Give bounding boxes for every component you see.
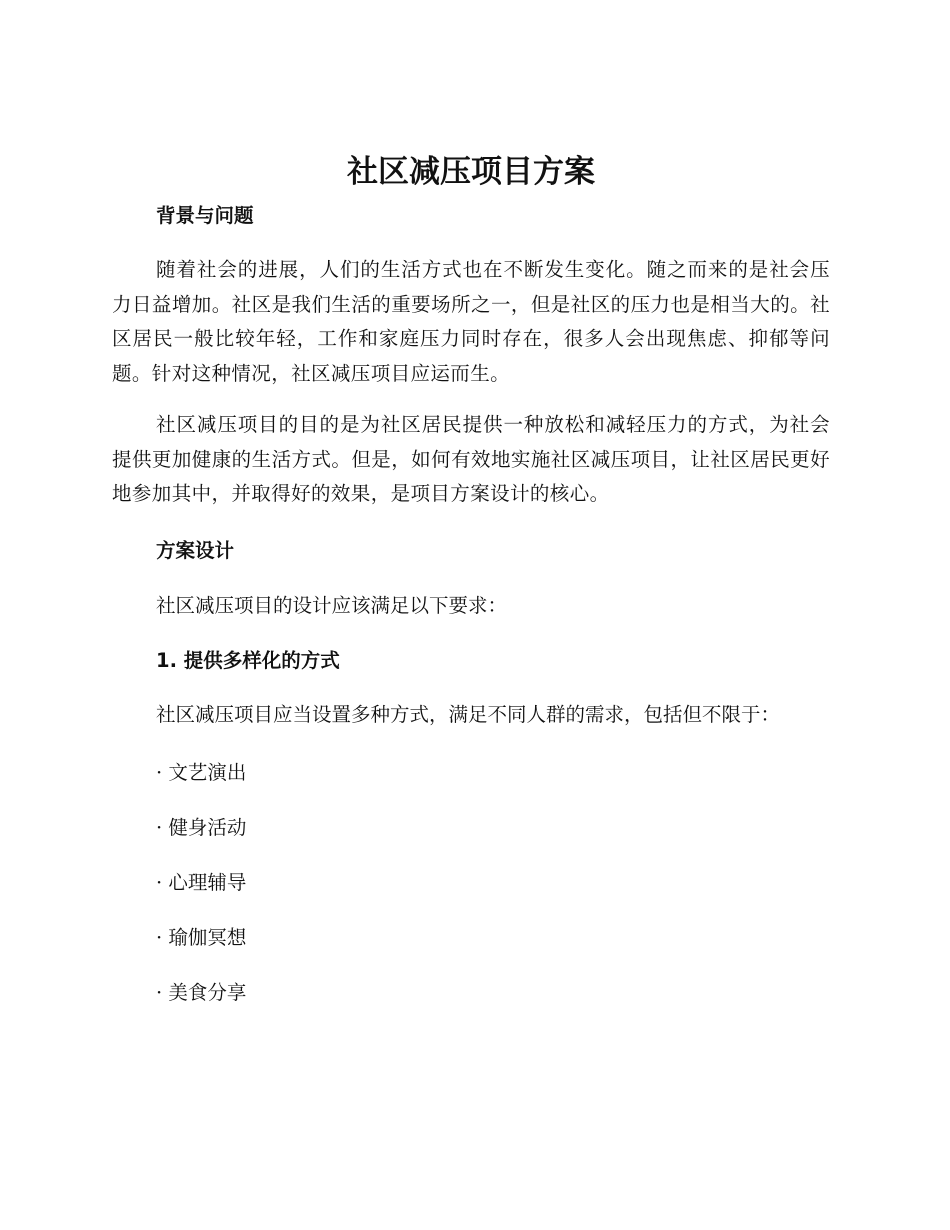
subheading-diverse-methods: 1. 提供多样化的方式: [156, 648, 340, 672]
document-page: [112, 150, 830, 1007]
list-item: · 健身活动: [156, 816, 247, 839]
document-title: 社区减压项目方案: [347, 154, 595, 190]
paragraph-diverse-methods: 社区减压项目应当设置多种方式，满足不同人群的需求，包括但不限于：: [156, 702, 781, 726]
paragraph-background-1: 随着社会的进展，人们的生活方式也在不断发生变化。随之而来的是社会压力日益增加。社区是我们生活的重要场所之一，但是社区的压力也是相当大的。社区居民一般比较年轻，工作和家庭压力同时存在，很多人会出现焦虑、抑郁等问题。针对这种情况，社区减压项目应运而生。: [112, 258, 830, 385]
section-heading-background: 背景与问题: [156, 204, 254, 227]
paragraph-background-2: 社区减压项目的目的是为社区居民提供一种放松和减轻压力的方式，为社会提供更加健康的生活方式。但是，如何有效地实施社区减压项目，让社区居民更好地参加其中，并取得好的效果，是项目方案设计的核心。: [112, 413, 830, 505]
list-item: · 心理辅导: [156, 871, 247, 894]
section-heading-design: 方案设计: [156, 538, 235, 562]
list-item: · 瑜伽冥想: [156, 926, 247, 949]
list-item: · 美食分享: [156, 981, 247, 1004]
list-item: · 文艺演出: [156, 761, 247, 784]
paragraph-design-intro: 社区减压项目的设计应该满足以下要求：: [156, 593, 508, 617]
